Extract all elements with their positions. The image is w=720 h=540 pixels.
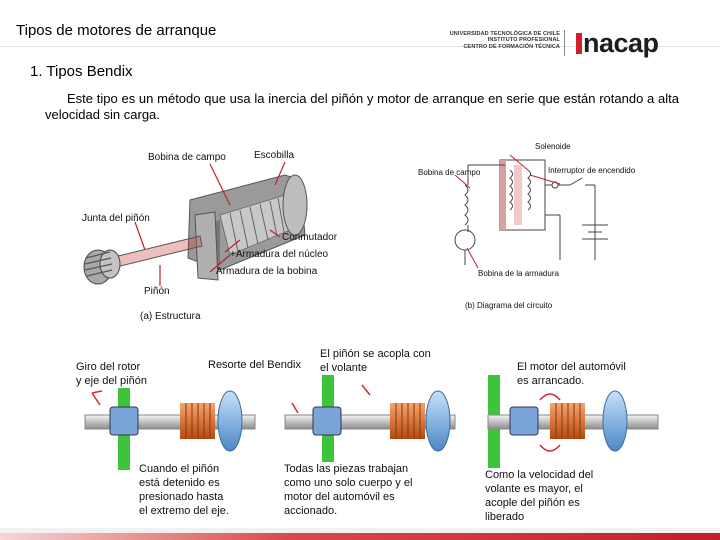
label-brush: Escobilla — [254, 150, 295, 161]
solenoid-coil — [510, 170, 513, 210]
label-ignition-switch: Interruptor de encendido — [548, 166, 636, 175]
section-heading: 1. Tipos Bendix — [30, 63, 133, 80]
stage-2-top-caption — [320, 347, 431, 375]
label-core-armature-text: Armadura del núcleo — [235, 249, 329, 260]
slide-title: Tipos de motores de arranque — [16, 22, 217, 39]
stage-1-top-caption — [76, 360, 147, 388]
stage-1-spring-label: Resorte del Bendix — [208, 359, 301, 371]
pinion-gear — [84, 250, 120, 284]
stage-2-bottom-caption — [284, 462, 412, 518]
stage-2-top-line-1: El piñón se acopla con — [320, 348, 431, 360]
logo-line-3: CENTRO DE FORMACIÓN TÉCNICA — [463, 43, 560, 50]
stage-3-bottom-line-2: volante es mayor, el — [485, 483, 583, 495]
logo-wordmark: nacap — [583, 28, 659, 58]
label-field-coil: Bobina de campo — [148, 152, 226, 163]
stage-1-bottom-line-3: presionado hasta — [139, 491, 224, 503]
stage-2-bottom-line-2: como uno solo cuerpo y el — [284, 477, 413, 489]
label-coil-armature: Armadura de la bobina — [216, 266, 318, 277]
armature-gear-3 — [603, 391, 627, 451]
logo-separator — [564, 30, 565, 56]
figure-b-caption: (b) Diagrama del circuito — [465, 301, 553, 310]
label-armature-coil: Bobina de la armadura — [478, 269, 559, 278]
pinion-blue-3 — [510, 407, 538, 435]
stage-2-bottom-line-3: motor del automóvil es — [284, 491, 395, 503]
logo-line-2: INSTITUTO PROFESIONAL — [487, 37, 560, 44]
stage-2-top-line-2: el volante — [320, 362, 368, 374]
field-coil-symbol — [465, 185, 468, 225]
logo-line-1: UNIVERSIDAD TECNOLÓGICA DE CHILE — [449, 31, 560, 37]
stage-1-top-line-1: Giro del rotor — [76, 361, 141, 373]
label-solenoid: Solenoide — [535, 142, 571, 151]
label-pinion-joint: Junta del piñón — [82, 213, 150, 224]
starter-structure-figure — [70, 140, 390, 330]
armature-gear-2 — [426, 391, 450, 451]
institution-text — [440, 31, 560, 50]
armature-gear-1 — [218, 391, 242, 451]
stage-3-top-caption — [517, 360, 626, 388]
ignition-switch — [570, 178, 582, 185]
body-paragraph: Este tipo es un método que usa la inercia del piñón y motor de arranque en serie que están rotando a alta velocidad sin carga. — [45, 91, 679, 122]
pinion-blue-1 — [110, 407, 138, 435]
label-commutator: Conmutador — [282, 232, 338, 243]
stage-3-bottom-caption — [485, 468, 593, 524]
label-pinion: Piñón — [144, 286, 170, 297]
stage-1-drawing — [85, 375, 255, 470]
stage-1-top-line-2: y eje del piñón — [76, 375, 147, 387]
stage-2-drawing — [285, 375, 455, 470]
stage-3-drawing — [488, 375, 658, 470]
stage-2-bottom-line-1: Todas las piezas trabajan — [284, 463, 409, 475]
label-core-armature: +Armadura del núcleo — [230, 249, 329, 260]
stage-1-bottom-line-4: el extremo del eje. — [139, 505, 229, 517]
stage-1-bottom-line-2: está detenido es — [139, 477, 220, 489]
armature-symbol — [455, 230, 475, 250]
stage-1-bottom-line-1: Cuando el piñón — [139, 463, 220, 475]
solenoid-housing — [500, 160, 545, 230]
figure-a-caption: (a) Estructura — [140, 311, 201, 322]
stage-3-bottom-line-4: liberado — [485, 511, 525, 523]
stage-3-bottom-line-3: acople del piñón es — [485, 497, 580, 509]
inacap-logo — [576, 28, 659, 59]
stage-1-bottom-caption — [139, 462, 229, 518]
stage-2-bottom-line-4: accionado. — [284, 505, 338, 517]
label-field-coil-b: Bobina de campo — [418, 168, 481, 177]
stage-3-bottom-line-1: Como la velocidad del — [485, 469, 594, 481]
stage-3-top-line-2: es arrancado. — [517, 375, 585, 387]
logo-i-mark — [576, 33, 582, 54]
pinion-blue-2 — [313, 407, 341, 435]
footer-accent-bar — [0, 533, 720, 540]
stage-3-top-line-1: El motor del automóvil — [517, 361, 626, 373]
